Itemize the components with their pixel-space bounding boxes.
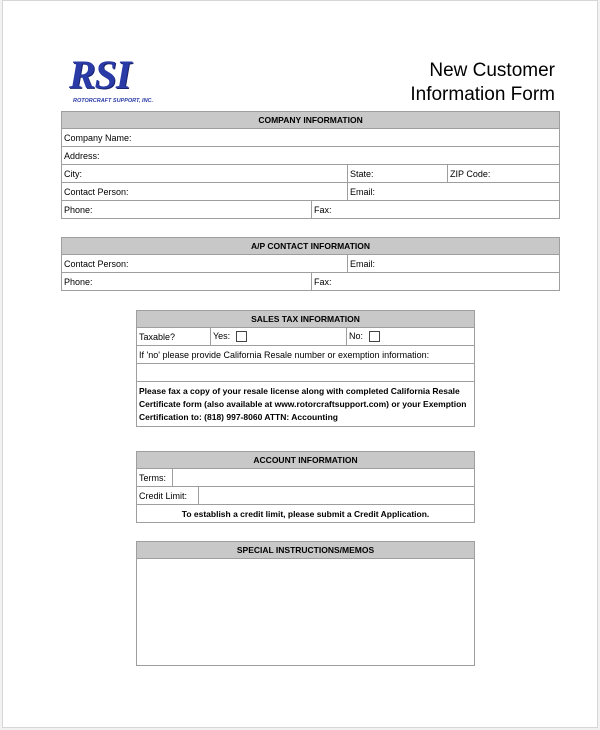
company-name-field[interactable]: Company Name:	[62, 129, 560, 147]
zip-code-field[interactable]: ZIP Code:	[448, 165, 560, 183]
terms-field[interactable]	[173, 469, 475, 487]
ap-contact-information-header: A/P CONTACT INFORMATION	[62, 238, 560, 255]
ap-phone-field[interactable]: Phone:	[62, 273, 312, 291]
taxable-no-cell	[347, 328, 475, 346]
sales-tax-information-header: SALES TAX INFORMATION	[137, 311, 475, 328]
address-field[interactable]: Address:	[62, 147, 560, 165]
company-information-table	[61, 111, 560, 219]
email-field[interactable]: Email:	[348, 183, 560, 201]
form-title-line2: Information Form	[410, 84, 555, 105]
taxable-yes-label: Yes:	[213, 330, 231, 341]
account-information-header: ACCOUNT INFORMATION	[137, 452, 475, 469]
sales-tax-information-table	[136, 310, 475, 427]
resale-number-field[interactable]: If 'no' please provide California Resale number or exemption information:	[137, 346, 475, 364]
ap-fax-field[interactable]: Fax:	[312, 273, 560, 291]
taxable-no-checkbox[interactable]	[369, 331, 380, 342]
special-instructions-memo-area[interactable]	[137, 559, 475, 666]
city-field[interactable]: City:	[62, 165, 348, 183]
taxable-yes-checkbox[interactable]	[236, 331, 247, 342]
terms-label: Terms:	[137, 469, 173, 487]
ap-contact-person-field[interactable]: Contact Person:	[62, 255, 348, 273]
company-logo	[69, 53, 169, 109]
resale-number-entry-line[interactable]	[137, 364, 475, 382]
account-information-table	[136, 451, 475, 523]
logo-text: RSI	[69, 52, 131, 97]
state-field[interactable]: State:	[348, 165, 448, 183]
contact-person-field[interactable]: Contact Person:	[62, 183, 348, 201]
form-title	[410, 59, 555, 107]
taxable-label: Taxable?	[137, 328, 211, 346]
form-title-line1: New Customer	[429, 60, 555, 81]
ap-contact-information-table	[61, 237, 560, 291]
fax-field[interactable]: Fax:	[312, 201, 560, 219]
form-page	[2, 0, 598, 728]
credit-application-note: To establish a credit limit, please submit a Credit Application.	[137, 505, 475, 523]
credit-limit-label: Credit Limit:	[137, 487, 199, 505]
special-instructions-header: SPECIAL INSTRUCTIONS/MEMOS	[137, 542, 475, 559]
ap-email-field[interactable]: Email:	[348, 255, 560, 273]
taxable-yes-cell	[211, 328, 347, 346]
logo-subtext: ROTORCRAFT SUPPORT, INC.	[73, 98, 154, 104]
resale-license-fax-note: Please fax a copy of your resale license along with completed California Resale Certificate form (also available at www.rotorcraftsupport.com) or your Exemption Certification to: (818) 997-8060 ATTN: Accounting	[137, 382, 475, 427]
company-information-header: COMPANY INFORMATION	[62, 112, 560, 129]
phone-field[interactable]: Phone:	[62, 201, 312, 219]
taxable-no-label: No:	[349, 330, 364, 341]
special-instructions-table	[136, 541, 475, 666]
credit-limit-field[interactable]	[199, 487, 475, 505]
